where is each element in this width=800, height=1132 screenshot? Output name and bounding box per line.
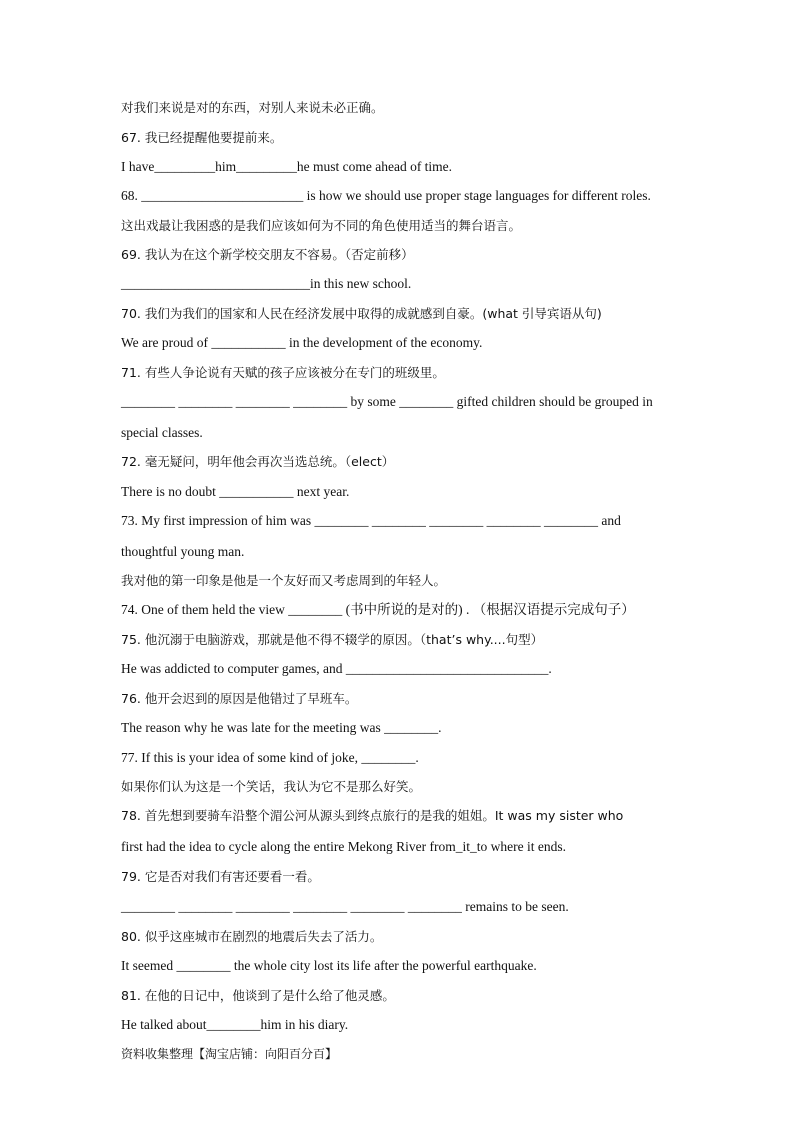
answer-line-71: ________ ________ ________ ________ by some ________ gifted children should be grouped in bbox=[121, 394, 653, 409]
question-68: 68. ________________________ is how we should use proper stage languages for different roles. bbox=[121, 188, 651, 203]
question-70: 70. 我们为我们的国家和人民在经济发展中取得的成就感到自豪。(what 引导宾语从句) bbox=[121, 306, 602, 321]
question-73: 73. My first impression of him was ________ ________ ________ ________ ________ and bbox=[121, 513, 621, 528]
question-80: 80. 似乎这座城市在剧烈的地震后失去了活力。 bbox=[121, 929, 383, 944]
answer-line-75: He was addicted to computer games, and ______________________________. bbox=[121, 661, 552, 676]
question-78: 78. 首先想到要骑车沿整个湄公河从源头到终点旅行的是我的姐姐。It was my sister who bbox=[121, 808, 624, 823]
answer-line-76: The reason why he was late for the meeting was ________. bbox=[121, 720, 442, 735]
question-79: 79. 它是否对我们有害还要看一看。 bbox=[121, 869, 320, 884]
text-line: thoughtful young man. bbox=[121, 544, 245, 559]
answer-line-69: ____________________________in this new school. bbox=[121, 276, 412, 291]
text-line: 这出戏最让我困惑的是我们应该如何为不同的角色使用适当的舞台语言。 bbox=[121, 218, 522, 233]
question-75: 75. 他沉溺于电脑游戏，那就是他不得不辍学的原因。（that’s why....句型） bbox=[121, 632, 544, 647]
question-74: 74. One of them held the view ________ (书中所说的是对的) . （根据汉语提示完成句子） bbox=[121, 602, 635, 617]
answer-line-81: He talked about________him in his diary. bbox=[121, 1017, 349, 1032]
text-line: 我对他的第一印象是他是一个友好而又考虑周到的年轻人。 bbox=[121, 573, 447, 588]
answer-line-70: We are proud of ___________ in the development of the economy. bbox=[121, 335, 483, 350]
question-76: 76. 他开会迟到的原因是他错过了早班车。 bbox=[121, 691, 358, 706]
question-67: 67. 我已经提醒他要提前来。 bbox=[121, 130, 283, 145]
question-72: 72. 毫无疑问，明年他会再次当选总统。（elect） bbox=[121, 454, 395, 469]
page-footer: 资料收集整理【淘宝店铺：向阳百分百】 bbox=[121, 1047, 338, 1061]
answer-line-67: I have_________him_________he must come ahead of time. bbox=[121, 159, 453, 174]
question-71: 71. 有些人争论说有天赋的孩子应该被分在专门的班级里。 bbox=[121, 365, 445, 380]
question-81: 81. 在他的日记中，他谈到了是什么给了他灵感。 bbox=[121, 988, 395, 1003]
text-line: special classes. bbox=[121, 425, 203, 440]
text-line: 对我们来说是对的东西，对别人来说未必正确。 bbox=[121, 100, 384, 115]
answer-line-79: ________ ________ ________ ________ ________ ________ remains to be seen. bbox=[121, 899, 569, 914]
text-line: 如果你们认为这是一个笑话，我认为它不是那么好笑。 bbox=[121, 779, 422, 794]
answer-line-80: It seemed ________ the whole city lost its life after the powerful earthquake. bbox=[121, 958, 537, 973]
question-69: 69. 我认为在这个新学校交朋友不容易。（否定前移） bbox=[121, 247, 414, 262]
question-77: 77. If this is your idea of some kind of joke, ________. bbox=[121, 750, 419, 765]
text-line: first had the idea to cycle along the entire Mekong River from_it_to where it ends. bbox=[121, 839, 566, 854]
answer-line-72: There is no doubt ___________ next year. bbox=[121, 484, 350, 499]
